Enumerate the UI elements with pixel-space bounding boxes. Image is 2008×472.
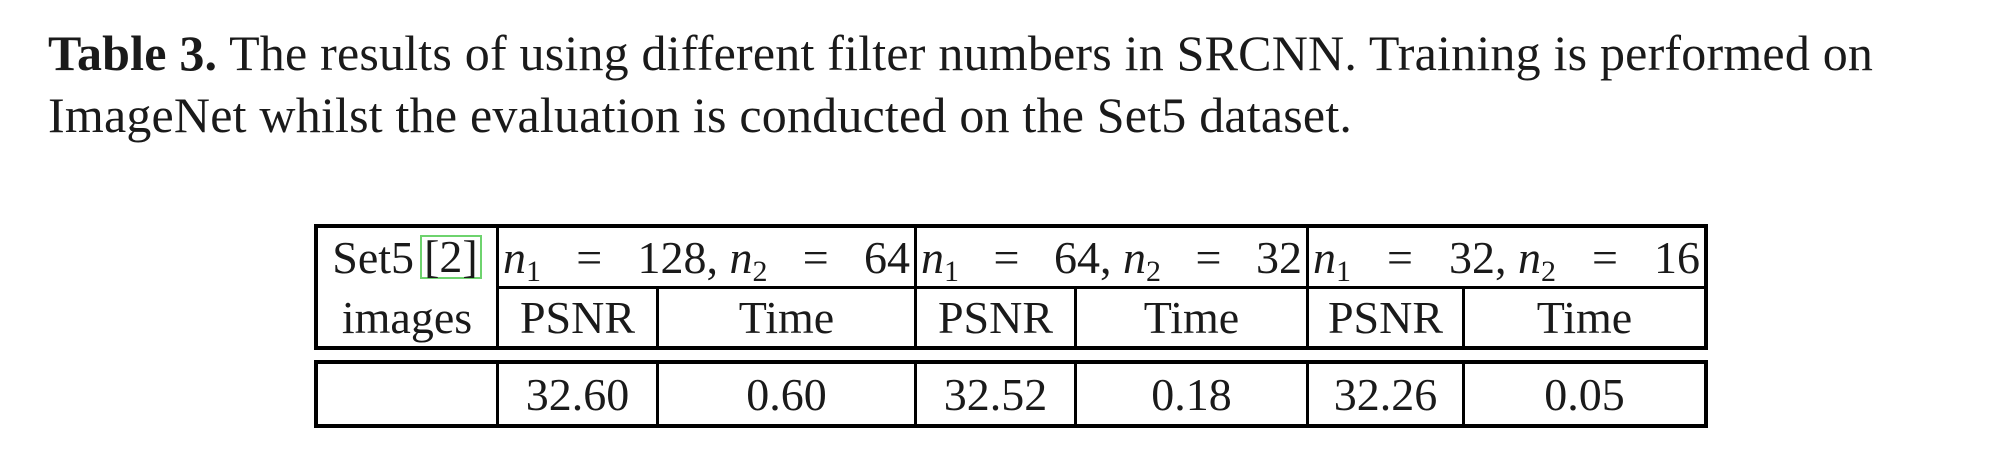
row-label xyxy=(318,364,496,424)
table-cell: 32.26 xyxy=(1333,368,1438,420)
row-header-label: Set5 xyxy=(332,231,415,283)
subheader-psnr: PSNR xyxy=(519,292,636,343)
n1-value: 32 xyxy=(1448,231,1495,283)
n1-value: 128 xyxy=(637,231,707,283)
caption-label: Table 3. xyxy=(48,25,218,81)
subheader-psnr: PSNR xyxy=(937,292,1054,343)
subheader-time: Time xyxy=(1536,292,1633,343)
subheader-time: Time xyxy=(738,292,835,343)
table-line xyxy=(314,346,1708,350)
results-table xyxy=(314,224,1708,428)
table-cell: 32.60 xyxy=(525,368,630,420)
subheader-psnr: PSNR xyxy=(1327,292,1444,343)
group-header: $n_1$ = 128, $n_2$ = 64 xyxy=(503,231,910,288)
table-cell: 0.60 xyxy=(746,368,827,420)
n2-value: 32 xyxy=(1255,231,1302,283)
table-caption xyxy=(48,22,1978,146)
subheader-time: Time xyxy=(1143,292,1240,343)
row-header-bottom xyxy=(318,288,496,346)
row-header-images: images xyxy=(341,291,473,343)
table-cell: 0.18 xyxy=(1151,368,1232,420)
table-cell: 0.05 xyxy=(1544,368,1625,420)
caption-text: The results of using different filter numbers in SRCNN. Training is performed on ImageNet whilst the evaluation is conducted on the Set5 dataset. xyxy=(48,25,1874,143)
group-header: $n_1$ = 32, $n_2$ = 16 xyxy=(1313,231,1700,288)
table-line xyxy=(1704,360,1708,428)
table-line xyxy=(1704,224,1708,350)
n2-value: 16 xyxy=(1653,231,1700,283)
n2-value: 64 xyxy=(863,231,910,283)
row-header-top xyxy=(318,228,496,286)
group-header: $n_1$ = 64, $n_2$ = 32 xyxy=(921,231,1302,288)
citation-link[interactable]: [2] xyxy=(420,235,482,279)
n1-value: 64 xyxy=(1053,231,1100,283)
table-cell: 32.52 xyxy=(943,368,1048,420)
table-line xyxy=(314,424,1708,428)
